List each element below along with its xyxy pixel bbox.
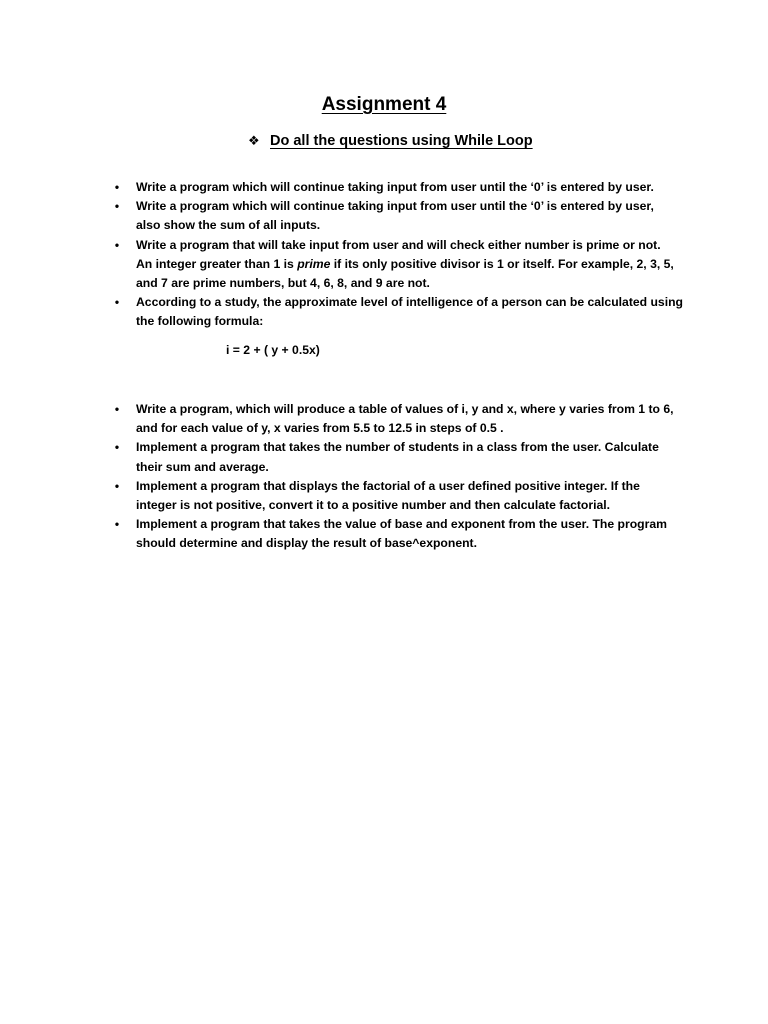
list-item <box>0 438 768 476</box>
item-text-italic: prime <box>297 256 331 271</box>
subtitle-text: Do all the questions using While Loop <box>270 133 533 149</box>
bullet-icon: • <box>114 478 120 493</box>
subtitle <box>248 131 533 151</box>
item-text: Write a program, which will produce a table of values of i, y and x, where y varies from 1 to 6, <box>136 402 674 416</box>
list-item <box>0 477 768 515</box>
item-text: and for each value of y, x varies from 5.5 to 12.5 in steps of 0.5 . <box>136 421 504 436</box>
question-list-part2 <box>0 400 768 554</box>
list-item <box>0 236 768 294</box>
item-text: the following formula: <box>136 314 264 329</box>
item-text: should determine and display the result of base^exponent. <box>136 536 477 551</box>
item-text: Write a program which will continue taking input from user until the ‘0’ is entered by user. <box>136 180 654 194</box>
bullet-icon: • <box>114 180 120 194</box>
list-item <box>0 197 768 235</box>
item-text: also show the sum of all inputs. <box>136 218 321 233</box>
formula: i = 2 + ( y + 0.5x) <box>226 343 320 357</box>
list-item <box>0 178 768 197</box>
item-text: integer is not positive, convert it to a positive number and then calculate factorial. <box>136 498 611 513</box>
bullet-icon: • <box>114 295 120 310</box>
item-text: Write a program that will take input from user and will check either number is prime or not. <box>136 237 661 252</box>
item-text-segment: if its only positive divisor is 1 or itself. For example, 2, 3, 5, <box>330 256 674 271</box>
bullet-icon: • <box>114 440 120 455</box>
item-text: and 7 are prime numbers, but 4, 6, 8, and 9 are not. <box>136 276 430 291</box>
item-text-segment: An integer greater than 1 is <box>136 256 298 271</box>
diamond-bullet-icon: ❖ <box>248 133 260 148</box>
item-text: their sum and average. <box>136 459 269 474</box>
item-text: Implement a program that takes the number of students in a class from the user. Calculate <box>136 440 659 455</box>
item-text: Implement a program that takes the value of base and exponent from the user. The program <box>136 517 667 532</box>
list-item <box>0 515 768 553</box>
page-title <box>0 93 768 117</box>
bullet-icon: • <box>114 199 120 214</box>
list-item <box>0 400 768 438</box>
question-list-part1 <box>0 178 768 332</box>
bullet-icon: • <box>114 517 120 532</box>
bullet-icon: • <box>114 237 120 252</box>
item-text: According to a study, the approximate level of intelligence of a person can be calculated using <box>136 295 683 310</box>
title-text: Assignment 4 <box>321 94 447 115</box>
item-text: Implement a program that displays the factorial of a user defined positive integer. If the <box>136 478 640 493</box>
bullet-icon: • <box>114 402 120 416</box>
list-item <box>0 293 768 331</box>
item-text <box>136 255 678 274</box>
item-text: Write a program which will continue taking input from user until the ‘0’ is entered by user, <box>136 199 654 214</box>
